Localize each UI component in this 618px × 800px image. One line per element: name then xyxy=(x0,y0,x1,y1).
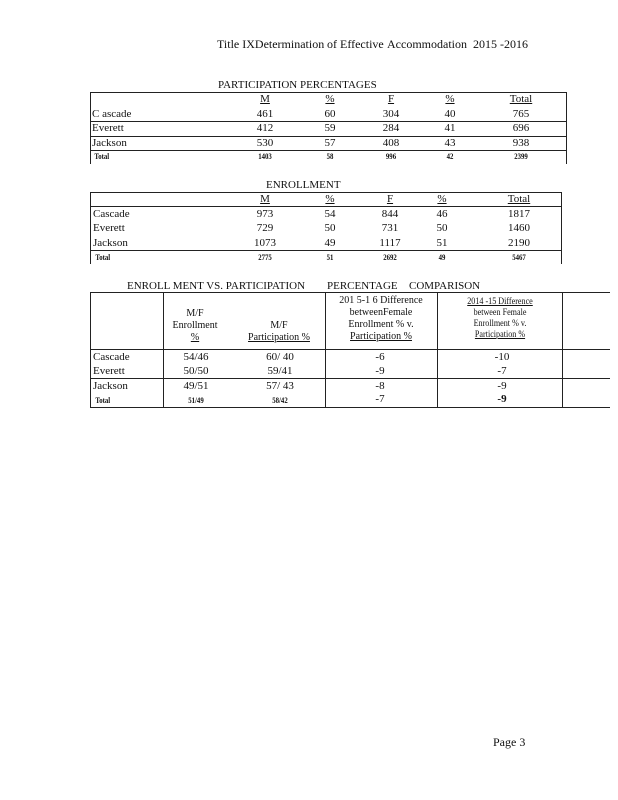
header-line: betweenFemale xyxy=(349,307,413,318)
comparison-title-comparison: COMPARISON xyxy=(409,280,481,292)
cell-diff-2014: -7 xyxy=(497,365,507,377)
enrollment-col-f-pct: % xyxy=(437,193,447,205)
cell-total: 1460 xyxy=(508,222,530,234)
cell-m: 2775 xyxy=(258,253,272,262)
header-line: 201 5-1 6 Difference xyxy=(339,295,423,306)
cell-fp: 49 xyxy=(438,253,446,262)
header-line: 2014 -15 Difference xyxy=(467,296,533,306)
row-label: Jackson xyxy=(93,237,128,249)
cell-fp: 40 xyxy=(444,108,456,120)
cell-enrollment: 49/51 xyxy=(183,380,209,392)
cell-mp: 57 xyxy=(324,137,336,149)
cell-mp: 60 xyxy=(324,108,336,120)
cell-diff-2015: -8 xyxy=(375,380,385,392)
cell-total: 765 xyxy=(512,108,530,120)
cell-m: 1073 xyxy=(254,237,276,249)
cell-total: 1817 xyxy=(508,208,530,220)
cell-total: 2399 xyxy=(514,152,528,161)
cell-fp: 46 xyxy=(436,208,448,220)
cell-diff-2014: -9 xyxy=(497,393,507,405)
participation-col-f: F xyxy=(387,93,395,105)
participation-col-f-pct: % xyxy=(445,93,455,105)
cell-mp: 54 xyxy=(324,208,336,220)
cell-participation: 57/ 43 xyxy=(266,380,294,392)
col-header-mf-enrollment xyxy=(165,308,225,344)
header-title: Title IXDetermination xyxy=(217,37,325,51)
header-line: Participation % xyxy=(248,332,310,343)
participation-col-m: M xyxy=(260,93,270,105)
cell-m: 973 xyxy=(256,208,274,220)
cell-total: 696 xyxy=(512,122,530,134)
cell-enrollment: 50/50 xyxy=(183,365,209,377)
cell-mp: 51 xyxy=(326,253,334,262)
cell-f: 408 xyxy=(382,137,400,149)
col-header-mf-participation xyxy=(236,320,322,344)
header-line: Participation % xyxy=(474,329,526,339)
cell-f: 284 xyxy=(382,122,400,134)
cell-f: 844 xyxy=(381,208,399,220)
cell-mp: 59 xyxy=(324,122,336,134)
cell-total: 5467 xyxy=(512,253,526,262)
row-label: Cascade xyxy=(93,351,130,363)
cell-total: 2190 xyxy=(508,237,530,249)
row-label: Everett xyxy=(92,122,124,134)
col-header-2015-16-difference xyxy=(328,295,434,343)
cell-fp: 43 xyxy=(444,137,456,149)
cell-diff-2015: -6 xyxy=(375,351,385,363)
row-label: Cascade xyxy=(93,208,130,220)
cell-f: 304 xyxy=(382,108,400,120)
enrollment-col-total: Total xyxy=(507,193,531,205)
comparison-title-percentage: PERCENTAGE xyxy=(327,280,398,292)
cell-participation: 60/ 40 xyxy=(266,351,294,363)
cell-mp: 50 xyxy=(324,222,336,234)
row-label: Everett xyxy=(93,365,125,377)
cell-m: 412 xyxy=(256,122,274,134)
cell-m: 461 xyxy=(256,108,274,120)
cell-f: 996 xyxy=(385,152,397,161)
cell-enrollment: 54/46 xyxy=(183,351,209,363)
header-line: Enrollment % v. xyxy=(473,318,527,328)
header-of-effective: of Effective xyxy=(327,37,384,51)
col-header-2014-15-difference xyxy=(446,296,554,340)
cell-diff-2014: -9 xyxy=(497,380,507,392)
comparison-title: ENROLL MENT VS. PARTICIPATION xyxy=(127,280,306,292)
row-label: Total xyxy=(94,152,110,161)
cell-fp: 41 xyxy=(444,122,456,134)
header-line: M/F xyxy=(270,320,288,331)
participation-col-m-pct: % xyxy=(325,93,335,105)
header-years: 2015 -2016 xyxy=(473,37,528,51)
header-line: M/F xyxy=(186,308,204,319)
cell-participation: 58/42 xyxy=(272,396,288,405)
cell-mp: 58 xyxy=(326,152,334,161)
row-label: Jackson xyxy=(93,380,128,392)
header-line: % xyxy=(190,332,200,343)
enrollment-col-f: F xyxy=(386,193,394,205)
row-label: Total xyxy=(95,396,111,405)
cell-diff-2014: -10 xyxy=(494,351,510,363)
row-label: Everett xyxy=(93,222,125,234)
header-line: Enrollment % v. xyxy=(348,319,414,330)
row-label: Total xyxy=(95,253,111,262)
row-label: Jackson xyxy=(92,137,127,149)
cell-enrollment: 51/49 xyxy=(188,396,204,405)
cell-m: 729 xyxy=(256,222,274,234)
cell-diff-2015: -9 xyxy=(375,365,385,377)
enrollment-title: ENROLLMENT xyxy=(266,179,341,191)
cell-diff-2015: -7 xyxy=(375,393,385,405)
cell-participation: 59/41 xyxy=(267,365,293,377)
cell-f: 2692 xyxy=(383,253,397,262)
cell-fp: 51 xyxy=(436,237,448,249)
enrollment-col-m-pct: % xyxy=(325,193,335,205)
header-line: Participation % xyxy=(350,331,412,342)
cell-total: 938 xyxy=(512,137,530,149)
header-accommodation: Accommodation xyxy=(387,37,467,51)
page-number: Page 3 xyxy=(493,735,526,749)
row-label: C ascade xyxy=(92,108,132,120)
header-line: Enrollment xyxy=(172,320,218,331)
enrollment-col-m: M xyxy=(260,193,270,205)
cell-f: 1117 xyxy=(379,237,401,249)
cell-m: 530 xyxy=(256,137,274,149)
cell-m: 1403 xyxy=(258,152,272,161)
participation-title: PARTICIPATION PERCENTAGES xyxy=(218,79,377,91)
cell-fp: 42 xyxy=(446,152,454,161)
cell-f: 731 xyxy=(381,222,399,234)
participation-col-total: Total xyxy=(509,93,533,105)
cell-fp: 50 xyxy=(436,222,448,234)
cell-mp: 49 xyxy=(324,237,336,249)
header-line: between Female xyxy=(473,307,527,317)
